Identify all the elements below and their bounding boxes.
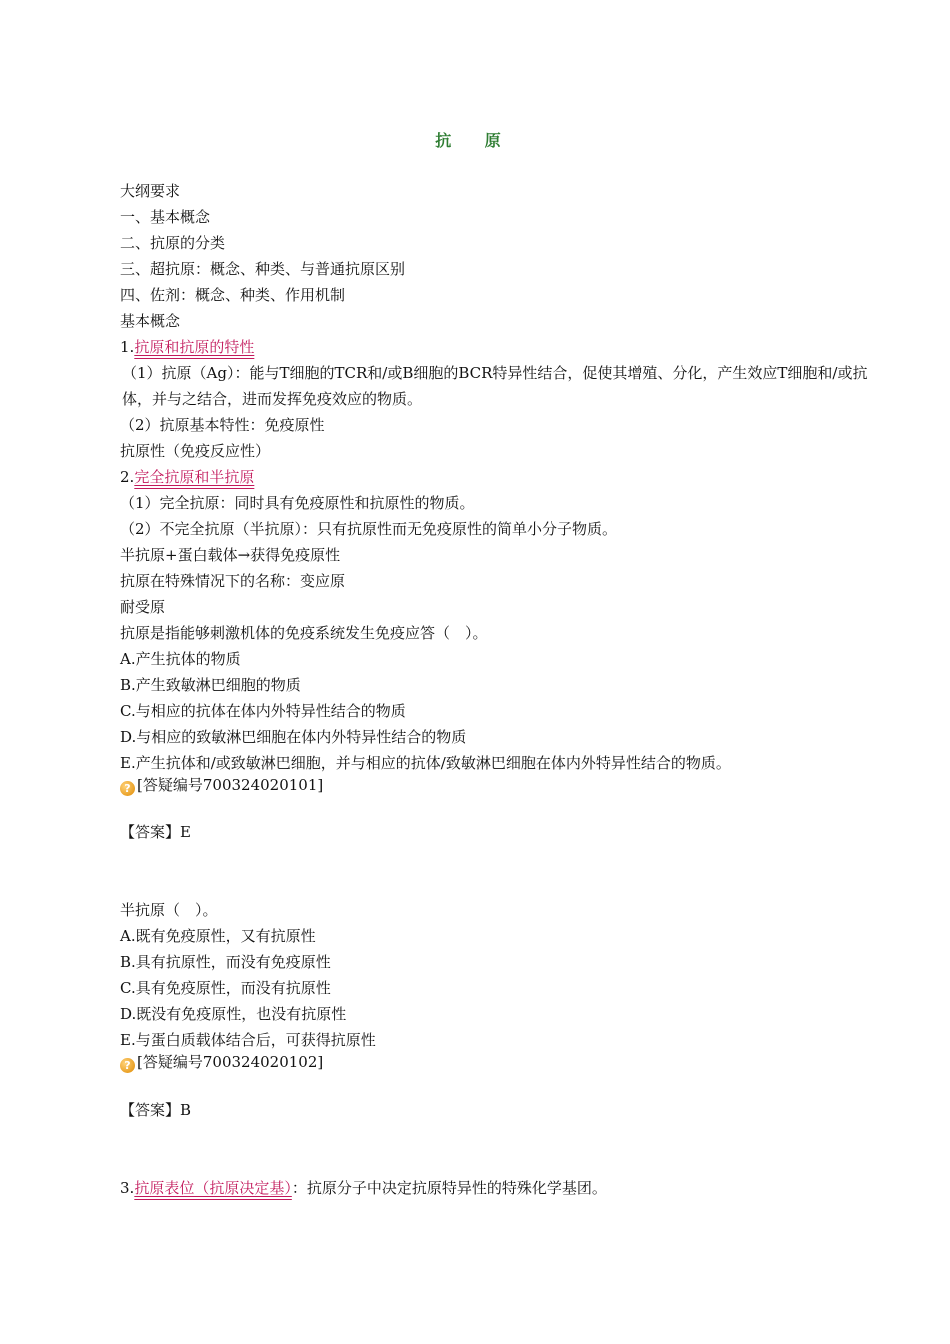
question-1-option-e: E.产生抗体和/或致敏淋巴细胞，并与相应的抗体/致敏淋巴细胞在体内外特异性结合的物质。 — [120, 754, 731, 772]
question-2-option-a: A.既有免疫原性，又有抗原性 — [120, 927, 316, 945]
question-1-option-d: D.与相应的致敏淋巴细胞在体内外特异性结合的物质 — [120, 728, 467, 746]
outline-heading: 大纲要求 — [120, 182, 181, 200]
question-2-ref[interactable]: ? [答疑编号700324020102] — [120, 1052, 323, 1073]
question-1-option-a: A.产生抗体的物质 — [120, 650, 241, 668]
question-2-option-c: C.具有免疫原性，而没有抗原性 — [120, 979, 331, 997]
section-1-link[interactable]: 抗原和抗原的特性 — [134, 338, 255, 356]
page-title: 抗 原 — [435, 131, 515, 150]
outline-item-1: 一、基本概念 — [120, 208, 211, 226]
antigen-definition: （1）抗原（Ag）：能与T细胞的TCR和/或B细胞的BCR特异性结合，促使其增殖、分化，产生效应T细胞和/或抗体，并与之结合，进而发挥免疫效应的物质。 — [122, 364, 868, 408]
question-2-option-b: B.具有抗原性，而没有免疫原性 — [120, 953, 331, 971]
section-3-heading — [120, 1178, 607, 1198]
question-1-option-b: B.产生致敏淋巴细胞的物质 — [120, 676, 301, 694]
section-3-text: ：抗原分子中决定抗原特异性的特殊化学基团。 — [291, 1179, 607, 1197]
outline-item-4: 四、佐剂：概念、种类、作用机制 — [120, 286, 346, 304]
outline-item-2: 二、抗原的分类 — [120, 234, 226, 252]
question-2-answer: 【答案】B — [120, 1101, 192, 1119]
question-1-option-c: C.与相应的抗体在体内外特异性结合的物质 — [120, 702, 406, 720]
question-mark-icon[interactable]: ? — [120, 1058, 135, 1073]
tolerogen-name: 耐受原 — [120, 598, 166, 616]
section-3-number: 3. — [120, 1179, 135, 1197]
section-1-number: 1. — [120, 338, 135, 356]
question-2-option-e: E.与蛋白质载体结合后，可获得抗原性 — [120, 1031, 376, 1049]
allergen-name: 抗原在特殊情况下的名称：变应原 — [120, 572, 346, 590]
section-1-heading — [120, 337, 254, 357]
question-2-stem: 半抗原（ ）。 — [120, 901, 218, 919]
question-1-ref[interactable]: ? [答疑编号700324020101] — [120, 775, 323, 796]
section-2-link[interactable]: 完全抗原和半抗原 — [134, 468, 255, 486]
outline-item-3: 三、超抗原：概念、种类、与普通抗原区别 — [120, 260, 406, 278]
question-2-option-d: D.既没有免疫原性，也没有抗原性 — [120, 1005, 347, 1023]
question-1-answer: 【答案】E — [120, 823, 191, 841]
hapten-def: （2）不完全抗原（半抗原）：只有抗原性而无免疫原性的简单小分子物质。 — [120, 520, 618, 538]
antigen-property-2: 抗原性（免疫反应性） — [120, 442, 271, 460]
complete-antigen-def: （1）完全抗原：同时具有免疫原性和抗原性的物质。 — [120, 494, 475, 512]
section-3-link[interactable]: 抗原表位（抗原决定基） — [134, 1179, 292, 1197]
hapten-carrier: 半抗原+蛋白载体→获得免疫原性 — [120, 546, 341, 564]
question-mark-icon[interactable]: ? — [120, 781, 135, 796]
basic-heading: 基本概念 — [120, 312, 181, 330]
section-2-heading — [120, 467, 254, 487]
antigen-property-1: （2）抗原基本特性：免疫原性 — [120, 416, 325, 434]
section-2-number: 2. — [120, 468, 135, 486]
question-1-stem: 抗原是指能够刺激机体的免疫系统发生免疫应答（ ）。 — [120, 624, 488, 642]
